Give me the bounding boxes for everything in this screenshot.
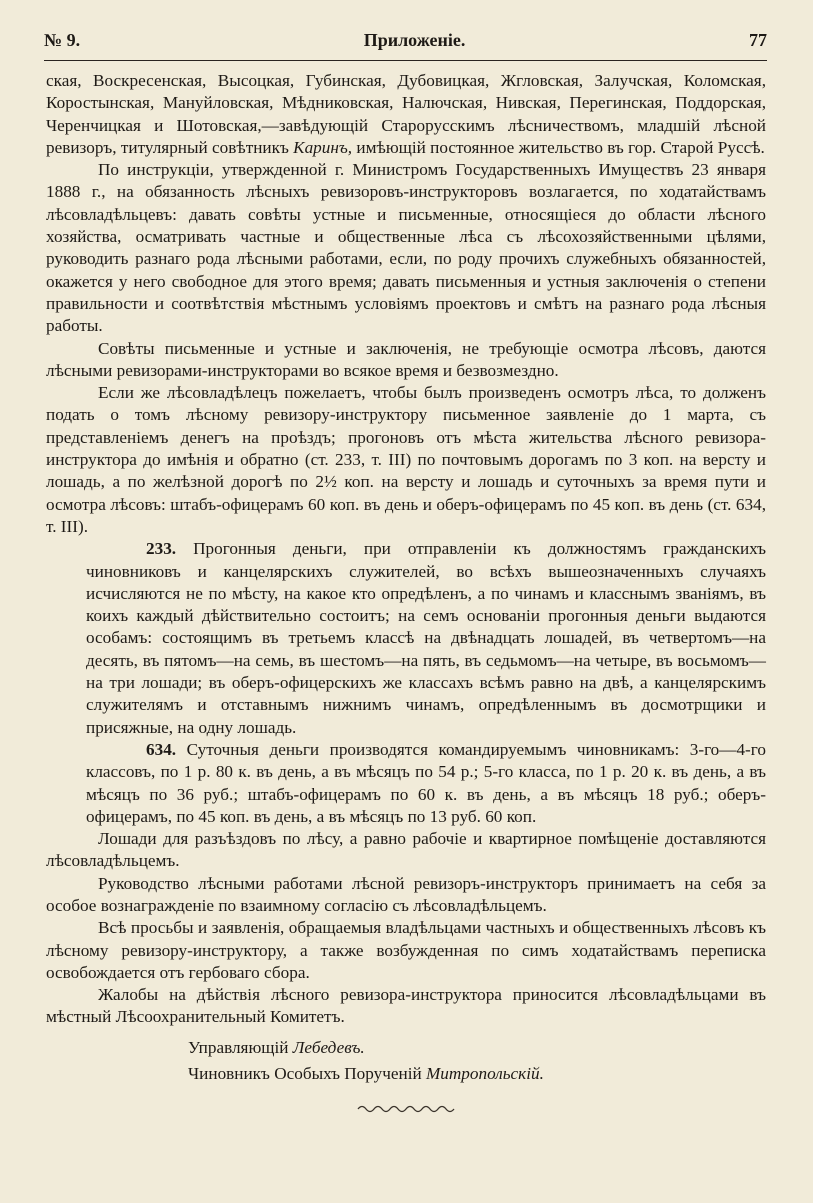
article-number: 233. — [146, 539, 177, 559]
paragraph-instruction: По инструкцiи, утвержденной г. Министромъ Государственныхъ Имуществъ 23 января 1888 г., на обязанность лѣсныхъ ревизоровъ-инструкторовъ возлагается, по ходатайствамъ лѣсовладѣльцевъ: давать совѣты устные и письменные, относящiеся до области лѣсного хозяйства, осматривать частные и общественные лѣса съ лѣсохозяйственными цѣлями, руководить разнаго рода лѣсными работами, если, по роду прочихъ служебныхъ обязанностей, окажется у него свободное для этого время; давать письменныя и устныя заключенiя о степени правильности и соотвѣтствiя мѣстнымъ условiямъ проектовъ и смѣтъ на разнаго рода лѣсныя работы. — [46, 160, 766, 336]
page-body — [46, 70, 766, 1115]
section-title: Приложенie. — [363, 29, 466, 50]
article-634 — [46, 739, 766, 828]
signature-official — [188, 1061, 766, 1087]
end-flourish-ornament — [356, 1103, 456, 1115]
paragraph-horses: Лошади для разъѣздовъ по лѣсу, а равно рабочiе и квартирное помѣщенiе доставляются лѣсовладѣльцемъ. — [46, 829, 766, 871]
signature-title: Управляющiй — [188, 1037, 289, 1057]
paragraph-management: Руководство лѣсными работами лѣсной ревизоръ-инструкторъ принимаетъ на себя за особое вознагражденiе по взаимному согласiю съ лѣсовладѣльцемъ. — [46, 873, 766, 915]
signature-manager — [188, 1035, 766, 1061]
signature-title: Чиновникъ Особыхъ Порученiй — [188, 1063, 422, 1083]
article-233 — [46, 538, 766, 739]
header-rule — [44, 60, 767, 61]
paragraph-inspection-request: Если же лѣсовладѣлецъ пожелаетъ, чтобы былъ произведенъ осмотръ лѣса, то долженъ подать о томъ лѣсному ревизору-инструктору письменное заявленiе до 1 марта, съ представленiемъ денегъ на проѣздъ; прогоновъ отъ мѣста жительства лѣсного ревизора-инструктора до имѣнiя и обратно (ст. 233, т. III) по почтовымъ дорогамъ по 3 коп. на версту и лошадь, а по желѣзной дорогѣ по 2½ коп. на версту и лошадь и суточныхъ за время пути и осмотра лѣсовъ: штабъ-офицерамъ 60 коп. въ день и оберъ-офицерамъ по 45 коп. въ день (ст. 634, т. III). — [46, 383, 766, 536]
paragraph-advice: Совѣты письменные и устные и заключенiя, не требующiе осмотра лѣсовъ, даются лѣсными ревизорами-инструкторами во всякое время и безвозмездно. — [46, 338, 766, 380]
paragraph-text: ская, Воскресенская, Высоцкая, Губинская, Дубовицкая, Жгловская, Залучская, Коломская, Коростынская, Мануйловская, Мѣдниковская, Налючская, Нивская, Перегинская, Поддорская, Черенчицкая и Шотовская,—завѣдующiй Старорусскимъ лѣсничествомъ, младшiй лѣсной ревизоръ, титулярный совѣтникъ — [46, 71, 766, 157]
official-name: Каринъ, — [293, 137, 353, 157]
paragraph-complaints: Жалобы на дѣйствiя лѣсного ревизора-инструктора приносится лѣсовладѣльцами въ мѣстный Лѣсоохранительный Комитетъ. — [46, 985, 766, 1027]
article-number: 634. — [146, 739, 177, 759]
article-text: Прогонныя деньги, при отправленiи къ должностямъ гражданскихъ чиновниковъ и канцелярскихъ служителей, во всѣхъ вышеозначенныхъ случаяхъ исчисляются не по мѣсту, на какое кто опредѣленъ, а по чинамъ и класснымъ званiямъ, въ коихъ каждый дѣйствительно состоитъ; на семъ основанiи прогонныя деньги выдаются особамъ: состоящимъ въ третьемъ классѣ на двѣнадцать лошадей, въ четвертомъ—на десять, въ пятомъ—на семь, въ шестомъ—на пять, въ седьмомъ—на четыре, въ восьмомъ—на три лошади; въ оберъ-офицерскихъ же классахъ всѣмъ равно на двѣ, а канцелярскимъ служителямъ и отставнымъ нижнимъ чинамъ, опредѣленнымъ въ досмотрщики и присяжные, на одну лошадь. — [86, 539, 767, 737]
page-header — [44, 25, 767, 55]
signature-name: Митропольскiй. — [425, 1063, 544, 1083]
signature-name: Лебедевъ. — [292, 1037, 365, 1057]
issue-number: № 9. — [44, 29, 81, 50]
article-text: Суточныя деньги производятся командируемымъ чиновникамъ: 3-го—4-го классовъ, по 1 р. 80 к. въ день, а въ мѣсяцъ по 54 р.; 5-го класса, по 1 р. 20 к. въ день, а въ мѣсяцъ по 36 руб.; штабъ-офицерамъ по 60 к. въ день, а въ мѣсяцъ 18 руб.; оберъ-офицерамъ, по 45 коп. въ день, а въ мѣсяцъ по 13 руб. 60 коп. — [86, 739, 767, 826]
paragraph-requests: Всѣ просьбы и заявленiя, обращаемыя владѣльцами частныхъ и общественныхъ лѣсовъ къ лѣсному ревизору-инструктору, а также возбужденная по симъ ходатайствамъ переписка освобождается отъ гербоваго сбора. — [46, 918, 766, 982]
page-number: 77 — [748, 29, 767, 50]
paragraph-forestry-list — [46, 70, 766, 159]
official-residence: имѣющiй постоянное жительство въ гор. Старой Руссѣ. — [352, 137, 765, 157]
